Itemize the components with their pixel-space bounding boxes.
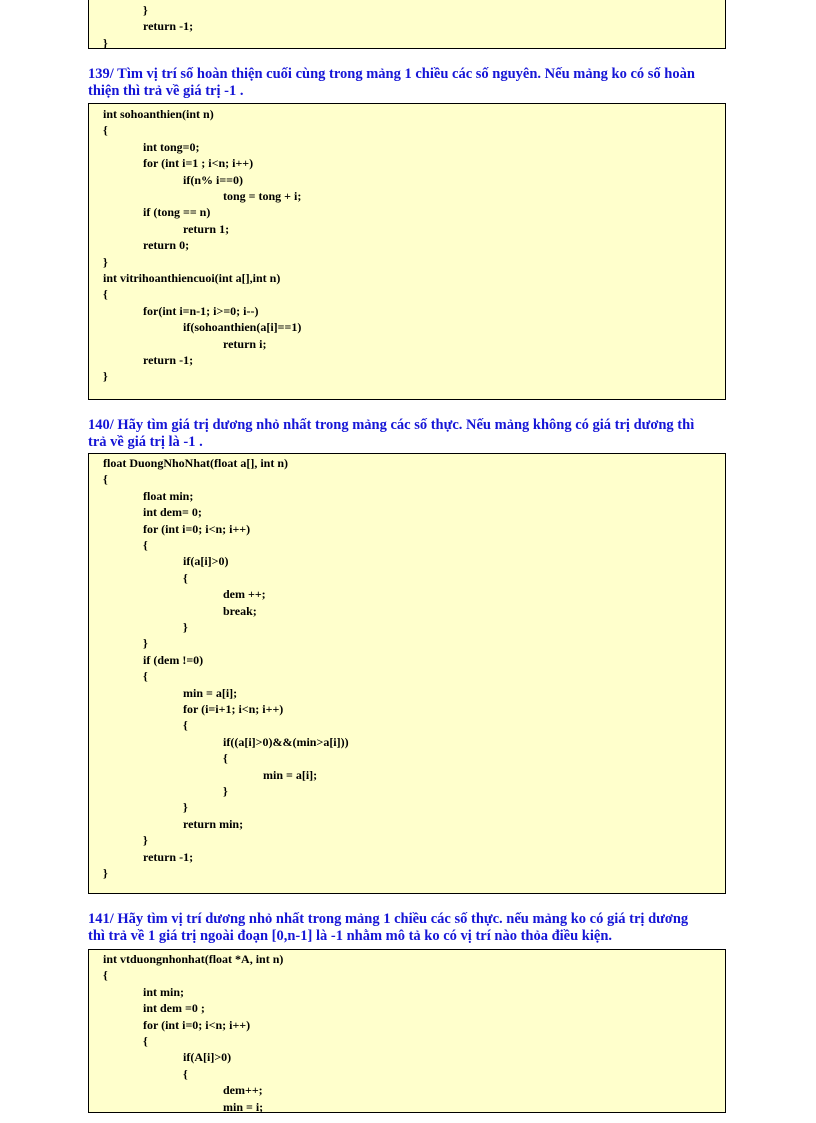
code-line: {: [183, 570, 188, 585]
code-line: dem++;: [223, 1083, 263, 1098]
code-line: }: [183, 800, 188, 815]
code-line: int vtduongnhonhat(float *A, int n): [103, 952, 284, 966]
code-line: {: [103, 472, 108, 487]
code-line: if (tong == n): [143, 205, 211, 220]
code-line: int vitrihoanthiencuoi(int a[],int n): [103, 271, 281, 285]
code-line: dem ++;: [223, 587, 266, 602]
question-139-heading-line2: thiện thì trả về giá trị -1 .: [88, 83, 244, 99]
code-line: return -1;: [143, 19, 194, 34]
code-line: if(n% i==0): [183, 172, 244, 187]
code-line: int min;: [143, 984, 185, 999]
code-line: }: [223, 784, 228, 798]
code-line: min = a[i];: [263, 767, 318, 782]
code-line: {: [143, 669, 148, 684]
code-block-top: [88, 0, 726, 49]
code-line: return -1;: [143, 849, 194, 864]
code-block-141: [88, 949, 726, 1113]
code-line: return -1;: [143, 353, 194, 367]
code-block-140: [88, 453, 726, 894]
code-line: int tong=0;: [143, 139, 200, 154]
question-141-heading-line1: 141/ Hãy tìm vị trí dương nhỏ nhất trong mảng 1 chiều các số thực. nếu mảng ko có giá trị dương: [88, 911, 689, 927]
code-line: {: [103, 123, 108, 138]
code-line: if((a[i]>0)&&(min>a[i])): [223, 734, 349, 749]
code-line: }: [143, 636, 148, 651]
question-140-heading-line2: trả về giá trị là -1 .: [88, 434, 203, 450]
question-139-heading-line1: 139/ Tìm vị trí số hoàn thiện cuối cùng trong mảng 1 chiều các số nguyên. Nếu mảng ko có số hoàn: [88, 66, 695, 82]
code-line: }: [103, 866, 108, 880]
code-line: if (dem !=0): [143, 652, 204, 667]
code-line: min = a[i];: [183, 685, 238, 700]
code-line: int dem= 0;: [143, 505, 202, 520]
code-line: int sohoanthien(int n): [103, 107, 214, 121]
code-line: for (int i=1 ; i<n; i++): [143, 156, 254, 171]
code-line: if(a[i]>0): [183, 554, 229, 569]
code-line: return min;: [183, 816, 244, 831]
question-141-heading-line2: thì trả về 1 giá trị ngoài đoạn [0,n-1] là -1 nhằm mô tả ko có vị trí nào thỏa điều kiện.: [88, 928, 613, 944]
code-line: for(int i=n-1; i>=0; i--): [143, 303, 259, 318]
code-block-139: [88, 103, 726, 400]
code-line: {: [183, 1066, 188, 1081]
code-line: {: [143, 1034, 148, 1048]
question-141-heading: [88, 912, 728, 944]
code-line: {: [223, 751, 228, 766]
code-line: for (i=i+1; i<n; i++): [183, 702, 284, 716]
code-line: if(A[i]>0): [183, 1050, 232, 1065]
code-line: {: [103, 287, 108, 302]
code-line: {: [103, 968, 108, 983]
code-line: float min;: [143, 488, 194, 503]
code-line: tong = tong + i;: [223, 189, 302, 203]
code-line: }: [103, 35, 108, 50]
code-line: }: [183, 620, 188, 634]
question-140-heading-line1: 140/ Hãy tìm giá trị dương nhỏ nhất trong mảng các số thực. Nếu mảng không có giá trị dương thì: [88, 417, 695, 433]
code-line: {: [143, 538, 148, 552]
code-line: if(sohoanthien(a[i]==1): [183, 320, 302, 335]
code-line: {: [183, 718, 188, 733]
code-line: break;: [223, 603, 257, 618]
question-140-heading: [88, 418, 728, 450]
code-line: for (int i=0; i<n; i++): [143, 1017, 251, 1032]
question-139-heading: [88, 67, 728, 99]
code-line: float DuongNhoNhat(float a[], int n): [103, 456, 289, 470]
code-line: }: [103, 254, 108, 269]
code-line: int dem =0 ;: [143, 1001, 205, 1016]
code-line: return 1;: [183, 221, 230, 236]
code-line: min = i;: [223, 1099, 264, 1114]
code-line: }: [103, 369, 108, 384]
code-line: }: [143, 833, 148, 848]
code-line: }: [143, 3, 148, 17]
code-line: for (int i=0; i<n; i++): [143, 521, 251, 536]
code-line: return i;: [223, 336, 267, 351]
code-line: return 0;: [143, 238, 190, 253]
